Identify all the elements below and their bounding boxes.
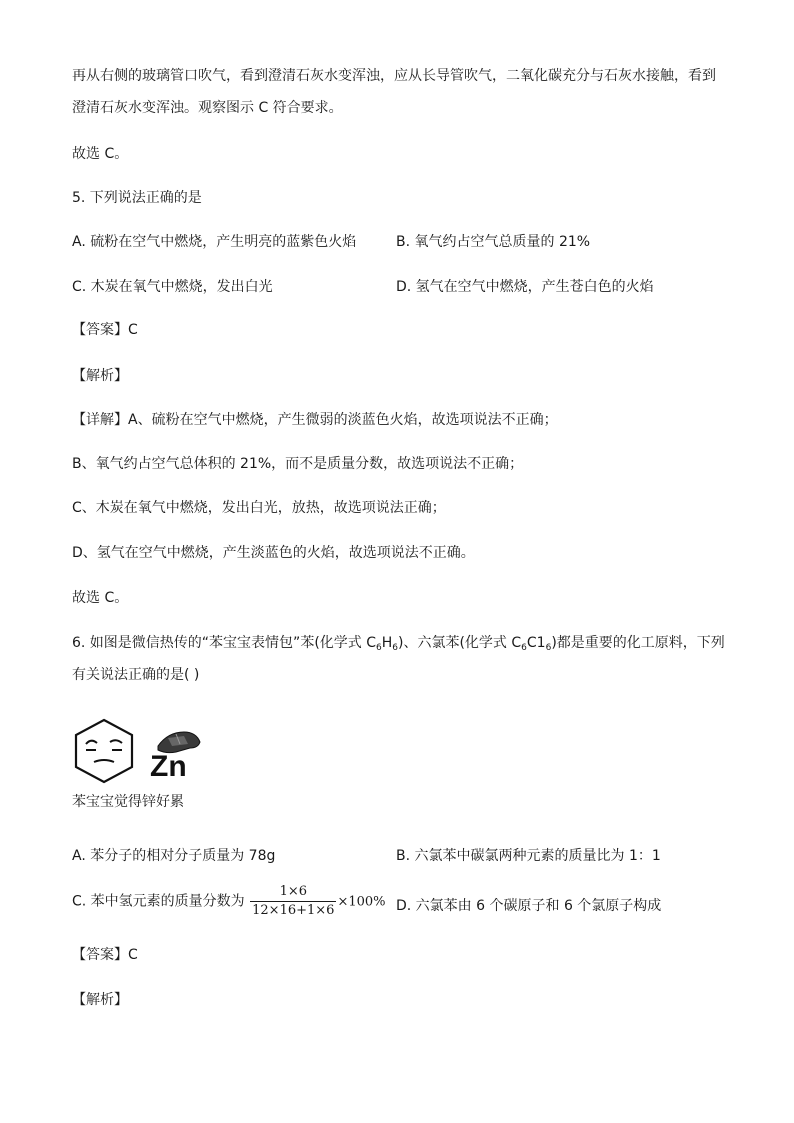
q6-stem-line-1: 6. 如图是微信热传的“苯宝宝表情包”苯(化学式 $C_6H_6$)、六氯苯(化学式 $C_6C1_6$)都是重要的化工原料，下列 [72, 635, 725, 653]
q5-option-a: A. 硫粉在空气中燃烧，产生明亮的蓝紫色火焰 [72, 234, 357, 250]
fraction-multiplier: ×100% [337, 894, 386, 910]
q5-analysis-label: 【解析】 [72, 368, 128, 384]
q5-option-b: B. 氧气约占空气总质量的 21% [396, 234, 591, 250]
q6-option-b: B. 六氯苯中碳氯两种元素的质量比为 1：1 [396, 848, 661, 864]
intro-line-1: 再从右侧的玻璃管口吹气，看到澄清石灰水变浑浊，应从长导管吹气，二氧化碳充分与石灰水接触，看到 [72, 68, 716, 84]
q5-option-c: C. 木炭在氧气中燃烧，发出白光 [72, 279, 273, 295]
benzene-meme-figure [72, 718, 212, 788]
q6-analysis-label: 【解析】 [72, 992, 128, 1008]
q6-option-a: A. 苯分子的相对分子质量为 78g [72, 848, 276, 864]
q5-answer: 【答案】C [72, 322, 138, 338]
q5-detail-a: 【详解】A、硫粉在空气中燃烧，产生微弱的淡蓝色火焰，故选项说法不正确； [72, 412, 558, 428]
fraction-numerator: 1×6 [250, 884, 336, 902]
q5-detail-d: D、氢气在空气中燃烧，产生淡蓝色的火焰，故选项说法不正确。 [72, 545, 475, 561]
q5-stem: 5. 下列说法正确的是 [72, 190, 202, 206]
mass-fraction-formula [250, 884, 336, 919]
q5-option-d: D. 氢气在空气中燃烧，产生苍白色的火焰 [396, 279, 654, 295]
q5-detail-b: B、氧气约占空气总体积的 21%，而不是质量分数，故选项说法不正确； [72, 456, 524, 472]
fraction-denominator: 12×16+1×6 [252, 903, 335, 918]
intro-line-2: 澄清石灰水变浑浊。观察图示 C 符合要求。 [72, 100, 343, 116]
q6-figure-caption: 苯宝宝觉得锌好累 [72, 794, 184, 810]
q6-answer: 【答案】C [72, 947, 138, 963]
q5-conclusion: 故选 C。 [72, 590, 129, 606]
zn-label: Zn [150, 750, 187, 783]
q6-option-d: D. 六氯苯由 6 个碳原子和 6 个氯原子构成 [396, 898, 662, 914]
q6-stem-line-2: 有关说法正确的是( ) [72, 667, 200, 683]
q6-option-c: C. 苯中氢元素的质量分数为 $\frac{1\times 6}{12\times 16+1\times 6}$ ×100% [72, 884, 386, 918]
benzene-meme-image [72, 718, 212, 784]
intro-conclusion: 故选 C。 [72, 146, 129, 162]
benzene-ring-shape [76, 720, 132, 782]
q5-detail-c: C、木炭在氧气中燃烧，发出白光，放热，故选项说法正确； [72, 500, 446, 516]
